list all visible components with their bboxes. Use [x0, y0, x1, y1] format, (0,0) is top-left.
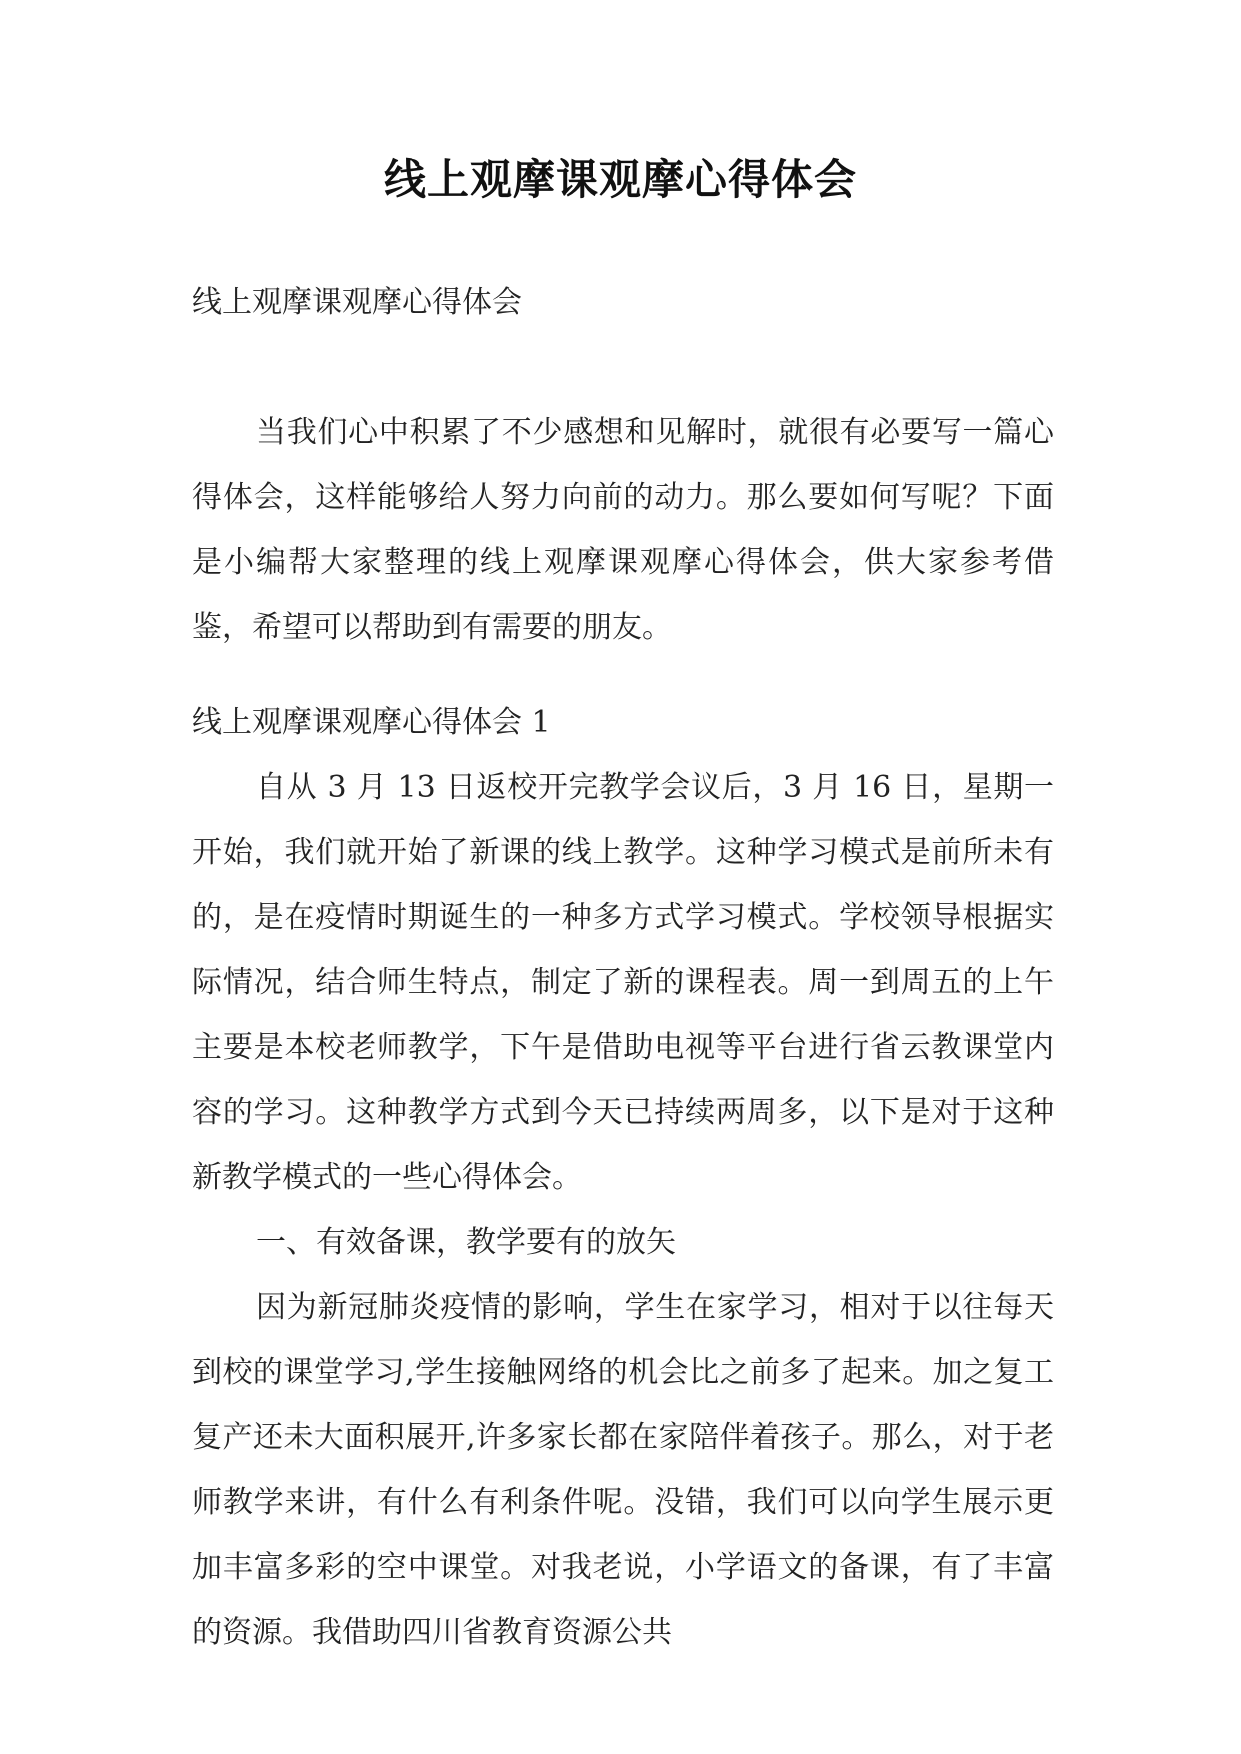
document-subtitle-block: [192, 270, 1054, 335]
subheading-paragraph: 一、有效备课，教学要有的放矢: [256, 1225, 676, 1260]
intro-block: [192, 400, 1054, 660]
intro-paragraph: 当我们心中积累了不少感想和见解时，就很有必要写一篇心得体会，这样能够给人努力向前的动力。那么要如何写呢？下面是小编帮大家整理的线上观摩课观摩心得体会，供大家参考借鉴，希望可以帮助到有需要的朋友。: [192, 415, 1054, 645]
body-paragraph: 因为新冠肺炎疫情的影响，学生在家学习，相对于以往每天到校的课堂学习,学生接触网络的机会比之前多了起来。加之复工复产还未大面积展开,许多家长都在家陪伴着孩子。那么，对于老师教学来讲，有什么有利条件呢。没错，我们可以向学生展示更加丰富多彩的空中课堂。对我老说，小学语文的备课，有了丰富的资源。我借助四川省教育资源公共: [192, 1290, 1054, 1650]
body-paragraph: 自从 3 月 13 日返校开完教学会议后，3 月 16 日，星期一开始，我们就开始了新课的线上教学。这种学习模式是前所未有的，是在疫情时期诞生的一种多方式学习模式。学校领导根据实际情况，结合师生特点，制定了新的课程表。周一到周五的上午主要是本校老师教学，下午是借助电视等平台进行省云教课堂内容的学习。这种教学方式到今天已持续两周多，以下是对于这种新教学模式的一些心得体会。: [192, 770, 1054, 1195]
document-subtitle: 线上观摩课观摩心得体会: [192, 285, 522, 320]
section-block: [192, 690, 1054, 1665]
section-heading: 线上观摩课观摩心得体会 1: [192, 705, 551, 740]
document-title: 线上观摩课观摩心得体会: [383, 155, 857, 204]
